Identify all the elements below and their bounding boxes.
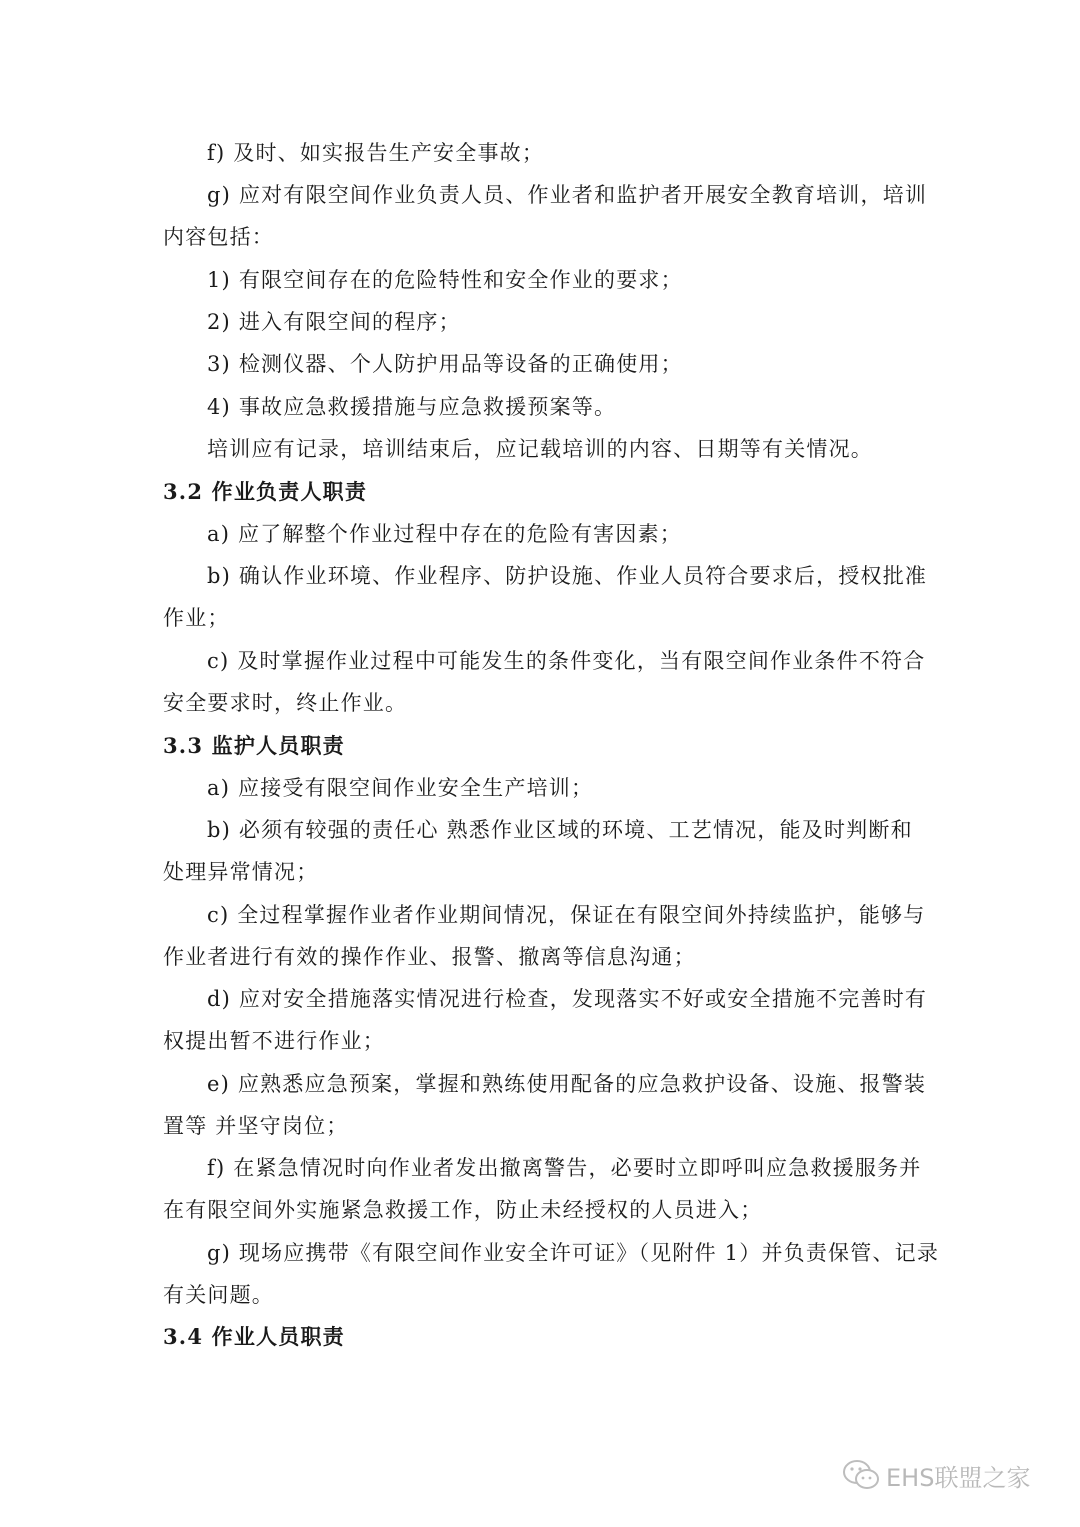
text-line: f) 及时、如实报告生产安全事故； (207, 141, 545, 165)
text-line: 处理异常情况； (163, 860, 319, 884)
text-line: 培训应有记录，培训结束后，应记载培训的内容、日期等有关情况。 (207, 437, 873, 461)
text-line: g) 现场应携带《有限空间作业安全许可证》（见附件 1）并负责保管、记录 (207, 1241, 940, 1265)
text-line: 作业者进行有效的操作作业、报警、撤离等信息沟通； (163, 945, 696, 969)
text-line: a) 应了解整个作业过程中存在的危险有害因素； (207, 522, 682, 546)
text-line: f) 在紧急情况时向作业者发出撤离警告，必要时立即呼叫应急救援服务并 (207, 1156, 922, 1180)
text-line: c) 全过程掌握作业者作业期间情况，保证在有限空间外持续监护，能够与 (207, 903, 926, 927)
text-line: 安全要求时，终止作业。 (163, 691, 408, 715)
text-line: 置等 并坚守岗位； (163, 1114, 349, 1138)
text-line: e) 应熟悉应急预案，掌握和熟练使用配备的应急救护设备、设施、报警装 (207, 1072, 927, 1096)
text-line: 作业； (163, 606, 230, 630)
watermark-text: EHS联盟之家 (886, 1463, 1031, 1492)
text-line: b) 必须有较强的责任心 熟悉作业区域的环境、工艺情况，能及时判断和 (207, 818, 913, 842)
section-heading: 3.3 监护人员职责 (163, 733, 345, 758)
wechat-icon (842, 1458, 880, 1492)
text-line: c) 及时掌握作业过程中可能发生的条件变化，当有限空间作业条件不符合 (207, 649, 926, 673)
text-line: 2) 进入有限空间的程序； (207, 310, 461, 334)
section-heading: 3.4 作业人员职责 (163, 1324, 345, 1349)
text-line: b) 确认作业环境、作业程序、防护设施、作业人员符合要求后，授权批准 (207, 564, 928, 588)
text-line: 内容包括： (163, 225, 274, 249)
watermark (842, 1455, 1030, 1495)
section-heading: 3.2 作业负责人职责 (163, 479, 368, 504)
text-line: a) 应接受有限空间作业安全生产培训； (207, 776, 594, 800)
text-line: 3) 检测仪器、个人防护用品等设备的正确使用； (207, 352, 683, 376)
text-line: 1) 有限空间存在的危险特性和安全作业的要求； (207, 268, 683, 292)
text-line: g) 应对有限空间作业负责人员、作业者和监护者开展安全教育培训，培训 (207, 183, 928, 207)
text-line: 4) 事故应急救援措施与应急救援预案等。 (207, 395, 617, 419)
text-line: 权提出暂不进行作业； (163, 1029, 385, 1053)
text-line: 在有限空间外实施紧急救援工作，防止未经授权的人员进入； (163, 1198, 763, 1222)
text-line: 有关问题。 (163, 1283, 274, 1307)
text-line: d) 应对安全措施落实情况进行检查，发现落实不好或安全措施不完善时有 (207, 987, 928, 1011)
